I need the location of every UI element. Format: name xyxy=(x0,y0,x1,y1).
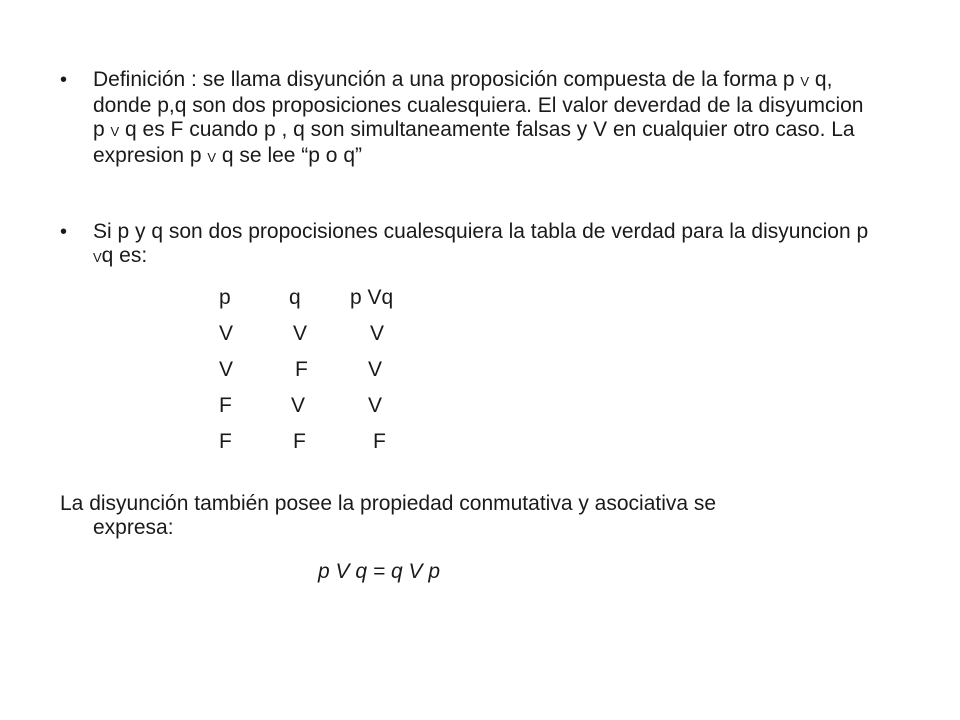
or-symbol: V xyxy=(800,74,810,89)
header-cell-p: p xyxy=(219,286,231,309)
properties-line-2: expresa: xyxy=(93,516,174,539)
truth-table-intro-text xyxy=(93,220,880,270)
or-symbol: V xyxy=(110,124,120,139)
or-symbol: V xyxy=(93,250,102,265)
truth-table-header xyxy=(213,283,413,319)
header-cell-q: q xyxy=(289,286,301,309)
definition-text-part: q es F cuando p , q son simultaneamente falsas y V en cualquier otro caso. La expresion p xyxy=(93,118,855,167)
table-cell: V xyxy=(219,322,234,345)
commutative-formula: p V q = q V p xyxy=(318,560,441,583)
truth-table-row xyxy=(213,427,413,463)
table-cell: V xyxy=(291,394,306,417)
header-cell-p-or-q: p Vq xyxy=(350,286,394,309)
truth-table-row xyxy=(213,355,413,391)
table-cell: V xyxy=(368,394,383,417)
properties-line-1: La disyunción también posee la propiedad conmutativa y asociativa se xyxy=(60,492,717,515)
definition-text xyxy=(93,68,880,170)
truth-table xyxy=(213,283,413,463)
table-cell: V xyxy=(368,358,383,381)
table-cell: F xyxy=(293,430,306,453)
truth-table-row xyxy=(213,319,413,355)
properties-paragraph xyxy=(60,492,900,540)
table-cell: F xyxy=(219,394,232,417)
intro-text-part: Si p y q son dos propocisiones cualesquiera la tabla de verdad para la disyuncion p xyxy=(93,220,869,243)
bullet-marker: • xyxy=(60,69,68,91)
definition-text-part: q se lee “p o q” xyxy=(216,144,362,167)
table-cell: V xyxy=(293,322,308,345)
truth-table-row xyxy=(213,391,413,427)
table-cell: F xyxy=(295,358,308,381)
intro-text-part: q es: xyxy=(101,244,148,267)
table-cell: V xyxy=(219,358,234,381)
bullet-marker: • xyxy=(60,221,68,243)
table-cell: F xyxy=(373,430,386,453)
table-cell: F xyxy=(219,430,232,453)
definition-text-part: q, donde p,q son dos proposiciones cualesquiera. El valor deverdad de la disyumcion p xyxy=(93,68,864,141)
definition-bullet xyxy=(60,68,880,170)
definition-text-part: Definición : se llama disyunción a una proposición compuesta de la forma p xyxy=(93,68,801,91)
table-cell: V xyxy=(370,322,385,345)
or-symbol: V xyxy=(207,150,217,165)
truth-table-intro-bullet xyxy=(60,220,880,270)
